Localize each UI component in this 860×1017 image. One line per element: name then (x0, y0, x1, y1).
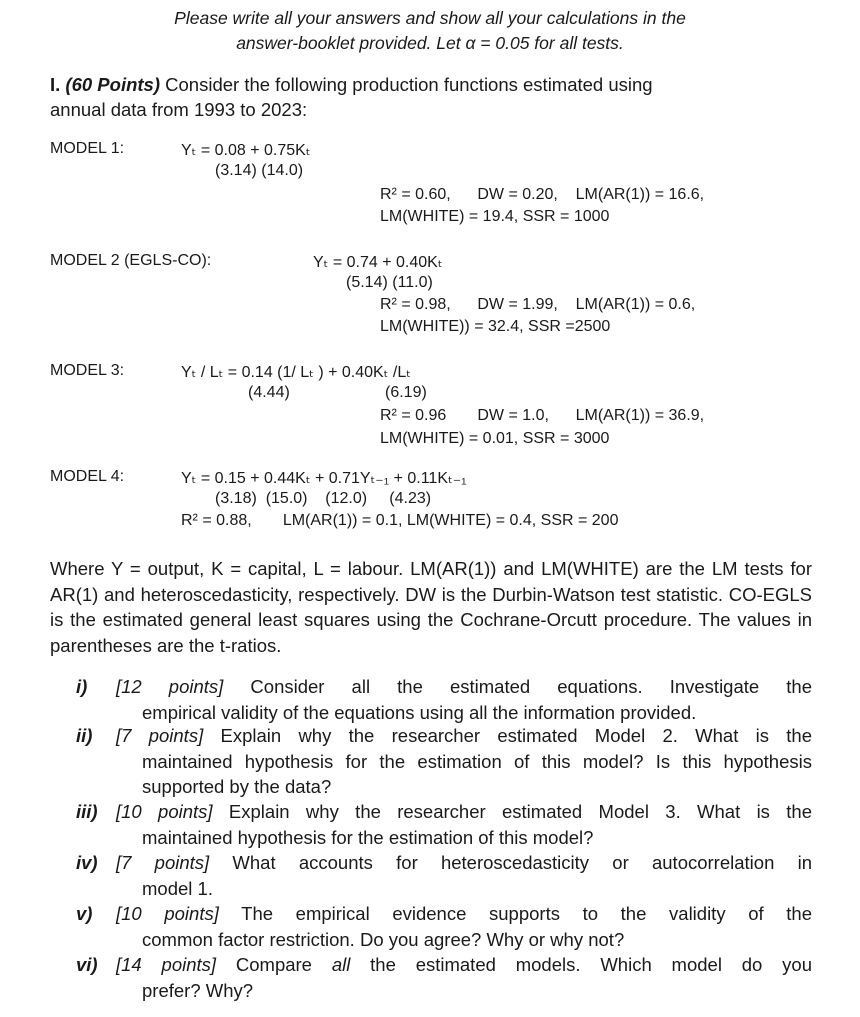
model-2-label: MODEL 2 (EGLS-CO): (50, 252, 212, 269)
part-i-text-cont: empirical validity of the equations using all the information provided. (142, 701, 697, 723)
model-3-equation: Yₜ / Lₜ = 0.14 (1/ Lₜ ) + 0.40Kₜ /Lₜ (181, 364, 411, 381)
part-i (76, 674, 812, 724)
part-vi-text-b: the estimated models. Which model do you (350, 954, 813, 975)
model-2-stats-2: LM(WHITE)) = 32.4, SSR =2500 (380, 318, 611, 335)
model-2-equation: Yₜ = 0.74 + 0.40Kₜ (313, 254, 443, 271)
part-iii-text-cont: maintained hypothesis for the estimation of this model? (142, 826, 594, 848)
part-vi (76, 952, 812, 1002)
question-heading (50, 74, 653, 96)
model-4-stats: R² = 0.88, LM(AR(1)) = 0.1, LM(WHITE) = 0.4, SSR = 200 (181, 512, 619, 529)
model-1-stats-2: LM(WHITE) = 19.4, SSR = 1000 (380, 208, 610, 225)
part-iv-text-cont: model 1. (142, 877, 213, 899)
part-iv-points: [7 points] (116, 852, 210, 873)
question-text-2: annual data from 1993 to 2023: (50, 99, 308, 120)
model-4-tratios: (3.18) (15.0) (12.0) (4.23) (215, 490, 432, 507)
definitions-paragraph: Where Y = output, K = capital, L = labour. LM(AR(1)) and LM(WHITE) are the LM tests for AR(1) and heteroscedasticity, respectively. DW is the Durbin-Watson test statistic. CO-EGLS is the estimated general least squares using the Cochrane-Orcutt procedure. The values in parentheses are the t-ratios. (50, 558, 812, 656)
part-vi-text-emphasis: all (331, 954, 351, 975)
question-text-1: Consider the following production functions estimated using (160, 74, 653, 95)
model-3-tratio-1: (4.44) (248, 384, 290, 401)
part-iii-number: iii) (76, 801, 98, 822)
question-points: (60 Points) (65, 74, 160, 95)
part-iv-text: What accounts for heteroscedasticity or autocorrelation in (209, 852, 812, 873)
question-roman: I. (50, 74, 61, 95)
part-i-points: [12 points] (116, 676, 224, 697)
part-i-number: i) (76, 676, 88, 697)
instructions-line-1: Please write all your answers and show all your calculations in the (174, 8, 686, 28)
part-ii-number: ii) (76, 725, 93, 746)
part-ii-text-cont: maintained hypothesis for the estimation of this model? Is this hypothesis supported by the data? (142, 750, 812, 797)
part-iv (76, 850, 812, 900)
part-iii-text: Explain why the researcher estimated Model 3. What is the (212, 801, 812, 822)
part-ii-points: [7 points] (116, 725, 204, 746)
part-v-text-cont: common factor restriction. Do you agree? Why or why not? (142, 928, 625, 950)
part-vi-number: vi) (76, 954, 98, 975)
part-v-text: The empirical evidence supports to the validity of the (218, 903, 812, 924)
model-4-equation: Yₜ = 0.15 + 0.44Kₜ + 0.71Yₜ₋₁ + 0.11Kₜ₋₁ (181, 470, 467, 487)
part-iii-points: [10 points] (116, 801, 213, 822)
model-1-stats-1: R² = 0.60, DW = 0.20, LM(AR(1)) = 16.6, (380, 186, 705, 203)
part-vi-points: [14 points] (116, 954, 217, 975)
model-1-equation: Yₜ = 0.08 + 0.75Kₜ (181, 142, 311, 159)
part-ii-text: Explain why the researcher estimated Model 2. What is the (203, 725, 812, 746)
part-vi-text-a: Compare (216, 954, 332, 975)
model-4-label: MODEL 4: (50, 468, 125, 485)
instructions-line-2: answer-booklet provided. Let α = 0.05 for all tests. (236, 33, 624, 53)
model-2-stats-1: R² = 0.98, DW = 1.99, LM(AR(1)) = 0.6, (380, 296, 696, 313)
part-ii (76, 723, 812, 799)
part-iii (76, 799, 812, 849)
model-1-label: MODEL 1: (50, 140, 125, 157)
model-3-label: MODEL 3: (50, 362, 125, 379)
part-i-text: Consider all the estimated equations. Investigate the (223, 676, 812, 697)
model-3-stats-1: R² = 0.96 DW = 1.0, LM(AR(1)) = 36.9, (380, 407, 705, 424)
model-2-tratios: (5.14) (11.0) (346, 274, 433, 291)
part-vi-text-cont: prefer? Why? (142, 979, 254, 1001)
model-3-tratio-2: (6.19) (385, 384, 427, 401)
model-1-tratios: (3.14) (14.0) (215, 162, 304, 179)
model-3-stats-2: LM(WHITE) = 0.01, SSR = 3000 (380, 430, 610, 447)
part-v-points: [10 points] (116, 903, 219, 924)
part-v-number: v) (76, 903, 93, 924)
part-v (76, 901, 812, 951)
part-iv-number: iv) (76, 852, 98, 873)
